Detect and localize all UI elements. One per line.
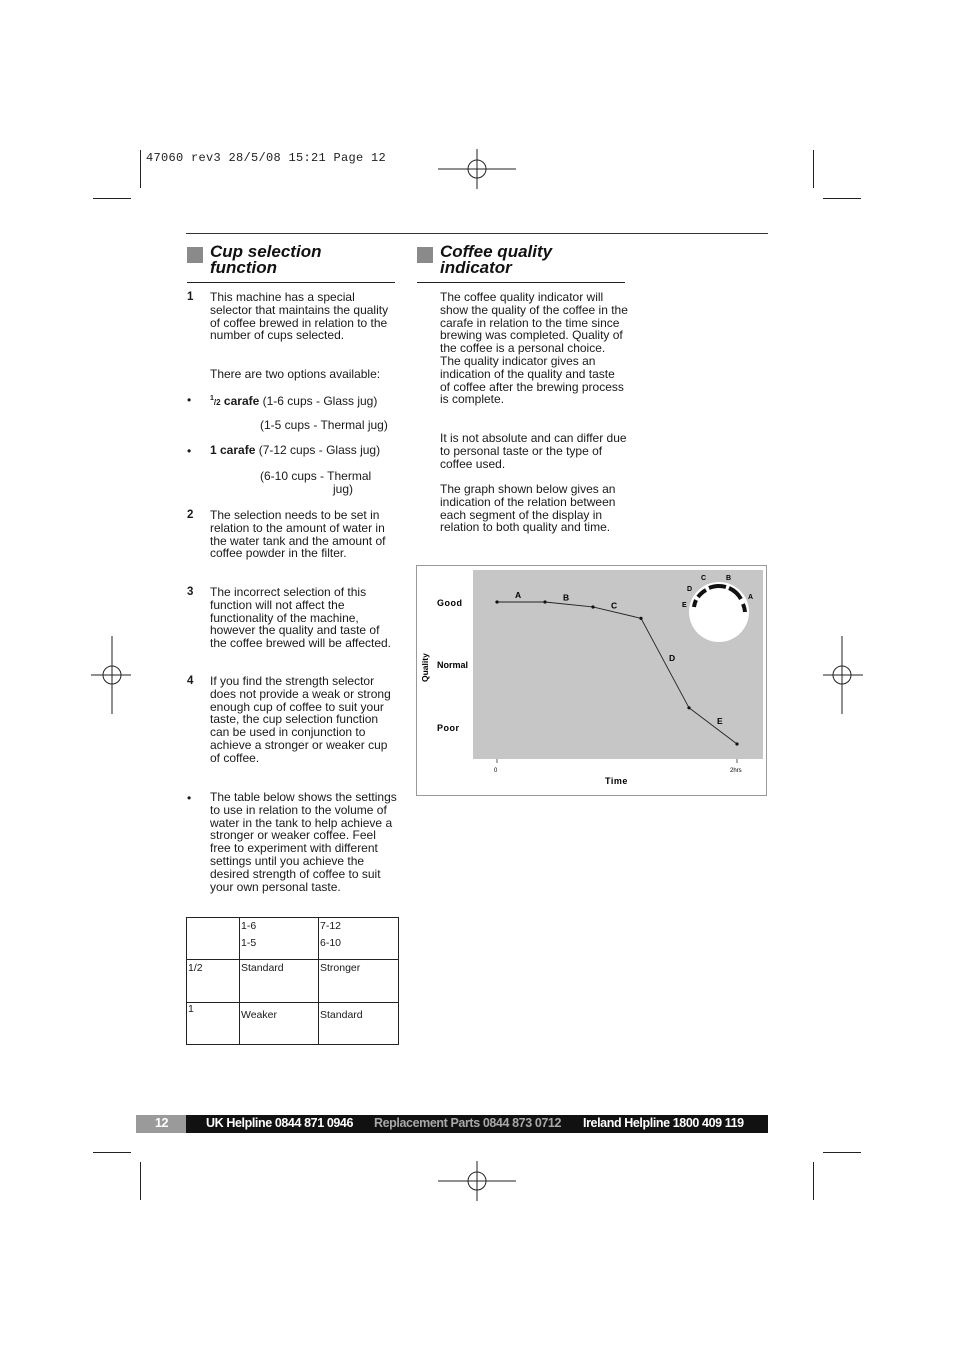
fraction-numerator: 1 — [210, 395, 214, 402]
option-label: carafe — [223, 394, 260, 408]
cell-line: 1-5 — [241, 937, 257, 949]
registration-mark-icon — [73, 636, 151, 714]
heading-line-1: Cup selection — [210, 242, 322, 261]
x-axis-label: Time — [605, 776, 628, 786]
y-tick-label: Poor — [437, 723, 460, 733]
ireland-helpline: Ireland Helpline 1800 409 119 — [583, 1116, 744, 1130]
option-sub: (1-5 cups - Thermal jug) — [260, 418, 388, 432]
paragraph: The graph shown below gives an indication of the relation between each segment of the display in relation to both quality and time. — [440, 482, 616, 535]
table-cell — [240, 918, 319, 960]
y-tick-label: Good — [437, 598, 463, 608]
paragraph: The table below shows the settings to use in relation to the volume of water in the tank to help achieve a stronger or weaker coffee. Feel free to experiment with different settings until you achieve the desired strength of coffee to suit your own personal taste. — [210, 790, 397, 894]
option-sub: jug) — [333, 482, 354, 496]
paragraph: The selection needs to be set in relation to the amount of water in the water tank and the amount of coffee powder in the filter. — [210, 508, 386, 561]
table-cell: Stronger — [319, 960, 399, 1003]
data-point — [687, 706, 690, 709]
table-cell: 1/2 — [187, 960, 240, 1003]
print-info: 47060 rev3 28/5/08 15:21 Page 12 — [146, 151, 387, 165]
table-cell: Standard — [319, 1003, 399, 1045]
crop-mark — [823, 198, 861, 199]
heading-line-2: indicator — [440, 258, 512, 277]
segment-label: B — [563, 592, 570, 603]
quality-chart-frame — [416, 565, 767, 796]
indicator-segment-a — [743, 604, 745, 612]
cell-line: 7-12 — [320, 920, 342, 932]
step-number: 2 — [187, 509, 194, 521]
segment-label: D — [669, 653, 676, 664]
crop-mark — [140, 150, 141, 188]
quality-time-chart — [417, 566, 766, 795]
table-cell: Standard — [240, 960, 319, 1003]
table-cell — [187, 918, 240, 960]
option-label: 1 carafe — [210, 443, 256, 457]
indicator-label: E — [682, 602, 687, 609]
paragraph: If you find the strength selector does not provide a weak or strong enough cup of coffee to suit your taste, the cup selection function can be used in conjunction to achieve a stronger or weaker cup of coffee. — [210, 674, 391, 765]
heading-line-2: function — [210, 258, 278, 277]
option-one-carafe — [210, 444, 410, 457]
crop-mark — [823, 1152, 861, 1153]
segment-label: E — [717, 715, 723, 726]
table-cell: Weaker — [240, 1003, 319, 1045]
crop-mark — [93, 1152, 131, 1153]
heading-square-icon — [417, 247, 433, 263]
segment-label: A — [515, 590, 522, 600]
heading-underline — [417, 282, 625, 283]
indicator-label: C — [701, 575, 707, 582]
option-half-carafe — [210, 393, 410, 410]
strength-settings-table — [186, 917, 399, 1045]
bullet: • — [187, 791, 192, 805]
indicator-label: D — [687, 586, 693, 593]
cell-line: 1-6 — [241, 920, 257, 932]
data-point — [543, 600, 546, 603]
bullet: • — [187, 393, 192, 407]
option-sub: (6-10 cups - Thermal — [260, 469, 372, 483]
table-row — [187, 918, 399, 960]
indicator-dial — [689, 582, 749, 642]
crop-mark — [813, 150, 814, 188]
table-cell — [319, 918, 399, 960]
x-tick-label: 2hrs — [730, 768, 742, 774]
paragraph: This machine has a special selector that maintains the quality of coffee brewed in relation to the number of cups selected. — [210, 290, 389, 343]
paragraph: There are two options available: — [210, 367, 381, 381]
data-point — [735, 742, 738, 745]
step-number: 4 — [187, 675, 194, 687]
x-tick-label: 0 — [494, 768, 498, 774]
header-rule — [186, 233, 768, 234]
indicator-label: A — [748, 594, 754, 601]
registration-mark-icon — [438, 1142, 516, 1220]
heading-underline — [187, 282, 395, 283]
paragraph: It is not absolute and can differ due to personal taste or the type of coffee used. — [440, 431, 627, 471]
crop-mark — [140, 1162, 141, 1200]
table-cell: 1 — [187, 1003, 240, 1045]
indicator-segment-c — [709, 586, 726, 588]
bullet: • — [187, 444, 192, 458]
registration-mark-icon — [803, 636, 881, 714]
footer-bar — [136, 1115, 768, 1133]
replacement-parts: Replacement Parts 0844 873 0712 — [374, 1116, 562, 1130]
paragraph: The incorrect selection of this function will not affect the functionality of the machine, however the quality and taste of the coffee brewed will be affected. — [210, 585, 392, 651]
fraction-denominator: /2 — [213, 398, 221, 407]
step-number: 3 — [187, 586, 194, 598]
heading-square-icon — [187, 247, 203, 263]
data-point — [495, 600, 498, 603]
paragraph: The coffee quality indicator will show the quality of the coffee in the carafe in relation to the time since brewing was completed. Quality of the coffee is a personal choice. The quality indicator gives an indication of the quality and taste of coffee after the brewing process is complete. — [440, 290, 628, 407]
y-tick-label: Normal — [437, 660, 469, 670]
indicator-label: B — [726, 575, 732, 582]
heading-line-1: Coffee quality — [440, 242, 553, 261]
uk-helpline: UK Helpline 0844 871 0946 — [206, 1116, 354, 1130]
option-detail: (7-12 cups - Glass jug) — [255, 443, 381, 457]
crop-mark — [813, 1162, 814, 1200]
option-detail: (1-6 cups - Glass jug) — [259, 394, 378, 408]
data-point — [639, 617, 642, 620]
table-row — [187, 1003, 399, 1045]
step-number: 1 — [187, 291, 194, 303]
table-row — [187, 960, 399, 1003]
registration-mark-icon — [438, 130, 516, 208]
data-point — [591, 605, 594, 608]
y-axis-label: Quality — [420, 653, 430, 682]
segment-label: C — [611, 600, 618, 611]
indicator-segment-e — [694, 600, 696, 607]
page-number: 12 — [155, 1116, 169, 1130]
cell-line: 6-10 — [320, 937, 342, 949]
crop-mark — [93, 198, 131, 199]
